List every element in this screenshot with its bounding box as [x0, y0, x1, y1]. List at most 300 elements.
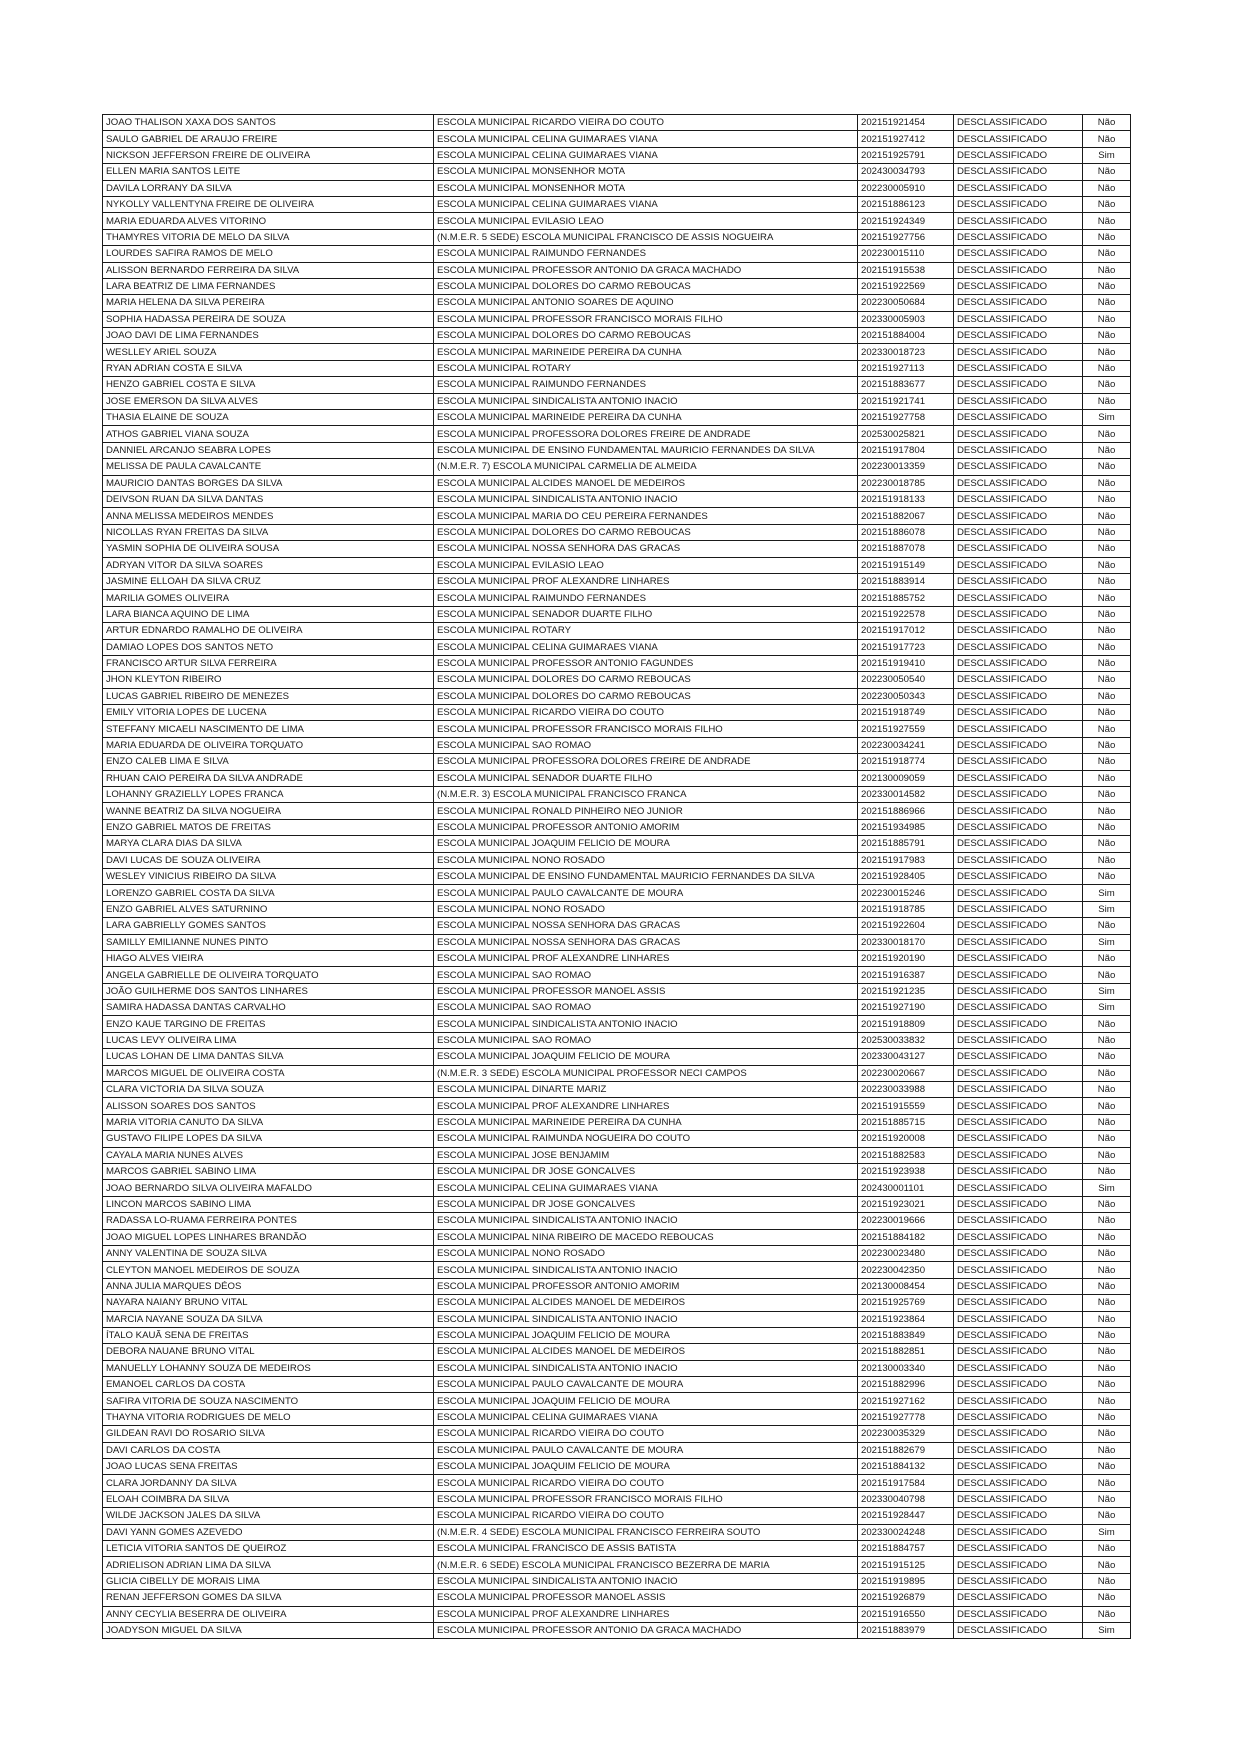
flag-cell: Não — [1083, 1229, 1131, 1245]
school-cell: ESCOLA MUNICIPAL RICARDO VIEIRA DO COUTO — [434, 1508, 858, 1524]
flag-cell: Não — [1083, 180, 1131, 196]
registration-id-cell: 202151918749 — [858, 705, 954, 721]
status-cell: DESCLASSIFICADO — [954, 180, 1083, 196]
table-row — [103, 655, 1131, 671]
table-row — [103, 1180, 1131, 1196]
flag-cell: Não — [1083, 721, 1131, 737]
school-cell: ESCOLA MUNICIPAL PROFESSOR FRANCISCO MORAIS FILHO — [434, 311, 858, 327]
student-name-cell: DANNIEL ARCANJO SEABRA LOPES — [103, 442, 434, 458]
school-cell: ESCOLA MUNICIPAL JOAQUIM FELICIO DE MOURA — [434, 1049, 858, 1065]
student-name-cell: THAMYRES VITORIA DE MELO DA SILVA — [103, 229, 434, 245]
registration-id-cell: 202151884004 — [858, 328, 954, 344]
flag-cell: Não — [1083, 1213, 1131, 1229]
table-row — [103, 229, 1131, 245]
student-name-cell: THAYNA VITORIA RODRIGUES DE MELO — [103, 1409, 434, 1425]
registration-id-cell: 202151886123 — [858, 196, 954, 212]
flag-cell: Não — [1083, 344, 1131, 360]
table-row — [103, 377, 1131, 393]
table-row — [103, 1065, 1131, 1081]
student-name-cell: DAVI LUCAS DE SOUZA OLIVEIRA — [103, 852, 434, 868]
table-row — [103, 1409, 1131, 1425]
school-cell: ESCOLA MUNICIPAL EVILASIO LEAO — [434, 557, 858, 573]
flag-cell: Sim — [1083, 885, 1131, 901]
school-cell: ESCOLA MUNICIPAL SAO ROMAO — [434, 967, 858, 983]
status-cell: DESCLASSIFICADO — [954, 1065, 1083, 1081]
flag-cell: Sim — [1083, 147, 1131, 163]
registration-id-cell: 202230023480 — [858, 1245, 954, 1261]
status-cell: DESCLASSIFICADO — [954, 819, 1083, 835]
table-row — [103, 1311, 1131, 1327]
student-name-cell: THASIA ELAINE DE SOUZA — [103, 410, 434, 426]
flag-cell: Não — [1083, 1409, 1131, 1425]
registration-id-cell: 202151917723 — [858, 639, 954, 655]
status-cell: DESCLASSIFICADO — [954, 1278, 1083, 1294]
student-name-cell: LARA GABRIELLY GOMES SANTOS — [103, 918, 434, 934]
student-name-cell: RENAN JEFFERSON GOMES DA SILVA — [103, 1590, 434, 1606]
school-cell: ESCOLA MUNICIPAL SINDICALISTA ANTONIO INACIO — [434, 1213, 858, 1229]
registration-id-cell: 202151917804 — [858, 442, 954, 458]
registration-id-cell: 202330005903 — [858, 311, 954, 327]
table-row — [103, 1622, 1131, 1638]
student-name-cell: JOAO BERNARDO SILVA OLIVEIRA MAFALDO — [103, 1180, 434, 1196]
flag-cell: Não — [1083, 754, 1131, 770]
registration-id-cell: 202151927778 — [858, 1409, 954, 1425]
student-name-cell: NAYARA NAIANY BRUNO VITAL — [103, 1295, 434, 1311]
table-row — [103, 1278, 1131, 1294]
school-cell: ESCOLA MUNICIPAL PROFESSORA DOLORES FREIRE DE ANDRADE — [434, 426, 858, 442]
flag-cell: Não — [1083, 1508, 1131, 1524]
flag-cell: Não — [1083, 1327, 1131, 1343]
table-row — [103, 131, 1131, 147]
registration-id-cell: 202151883677 — [858, 377, 954, 393]
school-cell: ESCOLA MUNICIPAL DOLORES DO CARMO REBOUCAS — [434, 328, 858, 344]
flag-cell: Não — [1083, 229, 1131, 245]
school-cell: ESCOLA MUNICIPAL MONSENHOR MOTA — [434, 180, 858, 196]
school-cell: ESCOLA MUNICIPAL CELINA GUIMARAES VIANA — [434, 1180, 858, 1196]
school-cell: ESCOLA MUNICIPAL MARINEIDE PEREIRA DA CUNHA — [434, 410, 858, 426]
student-name-cell: MARCOS GABRIEL SABINO LIMA — [103, 1164, 434, 1180]
flag-cell: Não — [1083, 459, 1131, 475]
registration-id-cell: 202151918785 — [858, 901, 954, 917]
status-cell: DESCLASSIFICADO — [954, 573, 1083, 589]
status-cell: DESCLASSIFICADO — [954, 868, 1083, 884]
table-row — [103, 1049, 1131, 1065]
table-row — [103, 1131, 1131, 1147]
table-row — [103, 573, 1131, 589]
status-cell: DESCLASSIFICADO — [954, 1311, 1083, 1327]
registration-id-cell: 202151922569 — [858, 278, 954, 294]
table-row — [103, 459, 1131, 475]
school-cell: ESCOLA MUNICIPAL PROFESSOR ANTONIO FAGUNDES — [434, 655, 858, 671]
registration-id-cell: 202151883979 — [858, 1622, 954, 1638]
school-cell: ESCOLA MUNICIPAL PROFESSOR FRANCISCO MORAIS FILHO — [434, 721, 858, 737]
status-cell: DESCLASSIFICADO — [954, 770, 1083, 786]
student-name-cell: GILDEAN RAVI DO ROSARIO SILVA — [103, 1426, 434, 1442]
status-cell: DESCLASSIFICADO — [954, 1540, 1083, 1556]
school-cell: ESCOLA MUNICIPAL PROF ALEXANDRE LINHARES — [434, 950, 858, 966]
school-cell: (N.M.E.R. 3) ESCOLA MUNICIPAL FRANCISCO FRANCA — [434, 787, 858, 803]
flag-cell: Não — [1083, 328, 1131, 344]
status-cell: DESCLASSIFICADO — [954, 950, 1083, 966]
table-row — [103, 803, 1131, 819]
registration-id-cell: 202151884132 — [858, 1459, 954, 1475]
registration-id-cell: 202151919895 — [858, 1573, 954, 1589]
registration-id-cell: 202151928447 — [858, 1508, 954, 1524]
status-cell: DESCLASSIFICADO — [954, 196, 1083, 212]
student-name-cell: MARCIA NAYANE SOUZA DA SILVA — [103, 1311, 434, 1327]
flag-cell: Não — [1083, 1295, 1131, 1311]
flag-cell: Não — [1083, 639, 1131, 655]
registration-id-cell: 202130008454 — [858, 1278, 954, 1294]
table-row — [103, 1213, 1131, 1229]
registration-id-cell: 202151882851 — [858, 1344, 954, 1360]
registration-id-cell: 202230015110 — [858, 246, 954, 262]
table-row — [103, 787, 1131, 803]
table-row — [103, 1475, 1131, 1491]
school-cell: ESCOLA MUNICIPAL DOLORES DO CARMO REBOUCAS — [434, 278, 858, 294]
student-name-cell: ANGELA GABRIELLE DE OLIVEIRA TORQUATO — [103, 967, 434, 983]
status-cell: DESCLASSIFICADO — [954, 1295, 1083, 1311]
table-row — [103, 852, 1131, 868]
table-row — [103, 1016, 1131, 1032]
status-cell: DESCLASSIFICADO — [954, 1377, 1083, 1393]
flag-cell: Não — [1083, 655, 1131, 671]
table-row — [103, 918, 1131, 934]
student-name-cell: ATHOS GABRIEL VIANA SOUZA — [103, 426, 434, 442]
registration-id-cell: 202230050684 — [858, 295, 954, 311]
status-cell: DESCLASSIFICADO — [954, 1327, 1083, 1343]
flag-cell: Não — [1083, 1540, 1131, 1556]
table-row — [103, 278, 1131, 294]
school-cell: ESCOLA MUNICIPAL MARIA DO CEU PEREIRA FERNANDES — [434, 508, 858, 524]
flag-cell: Não — [1083, 262, 1131, 278]
status-cell: DESCLASSIFICADO — [954, 1180, 1083, 1196]
status-cell: DESCLASSIFICADO — [954, 1442, 1083, 1458]
table-row — [103, 328, 1131, 344]
school-cell: ESCOLA MUNICIPAL JOAQUIM FELICIO DE MOURA — [434, 1327, 858, 1343]
student-name-cell: ALISSON BERNARDO FERREIRA DA SILVA — [103, 262, 434, 278]
school-cell: ESCOLA MUNICIPAL RICARDO VIEIRA DO COUTO — [434, 705, 858, 721]
flag-cell: Não — [1083, 590, 1131, 606]
table-row — [103, 311, 1131, 327]
student-name-cell: ELLEN MARIA SANTOS LEITE — [103, 164, 434, 180]
flag-cell: Não — [1083, 1147, 1131, 1163]
school-cell: ESCOLA MUNICIPAL CELINA GUIMARAES VIANA — [434, 1409, 858, 1425]
school-cell: ESCOLA MUNICIPAL RICARDO VIEIRA DO COUTO — [434, 1475, 858, 1491]
registration-id-cell: 202230050343 — [858, 688, 954, 704]
table-row — [103, 115, 1131, 131]
school-cell: ESCOLA MUNICIPAL CELINA GUIMARAES VIANA — [434, 147, 858, 163]
registration-id-cell: 202230015246 — [858, 885, 954, 901]
student-name-cell: JOAO LUCAS SENA FREITAS — [103, 1459, 434, 1475]
flag-cell: Não — [1083, 311, 1131, 327]
registration-id-cell: 202151884757 — [858, 1540, 954, 1556]
table-row — [103, 262, 1131, 278]
school-cell: ESCOLA MUNICIPAL RICARDO VIEIRA DO COUTO — [434, 1426, 858, 1442]
status-cell: DESCLASSIFICADO — [954, 1213, 1083, 1229]
registration-id-cell: 202330040798 — [858, 1491, 954, 1507]
school-cell: (N.M.E.R. 4 SEDE) ESCOLA MUNICIPAL FRANCISCO FERREIRA SOUTO — [434, 1524, 858, 1540]
status-cell: DESCLASSIFICADO — [954, 557, 1083, 573]
registration-id-cell: 202230020667 — [858, 1065, 954, 1081]
table-row — [103, 180, 1131, 196]
school-cell: ESCOLA MUNICIPAL ALCIDES MANOEL DE MEDEIROS — [434, 1344, 858, 1360]
school-cell: ESCOLA MUNICIPAL PAULO CAVALCANTE DE MOURA — [434, 1442, 858, 1458]
student-name-cell: MARIA EDUARDA ALVES VITORINO — [103, 213, 434, 229]
registration-id-cell: 202330043127 — [858, 1049, 954, 1065]
status-cell: DESCLASSIFICADO — [954, 344, 1083, 360]
student-name-cell: NICKSON JEFFERSON FREIRE DE OLIVEIRA — [103, 147, 434, 163]
registration-id-cell: 202151887078 — [858, 541, 954, 557]
flag-cell: Não — [1083, 1065, 1131, 1081]
student-name-cell: ÍTALO KAUÃ SENA DE FREITAS — [103, 1327, 434, 1343]
school-cell: ESCOLA MUNICIPAL PAULO CAVALCANTE DE MOURA — [434, 1377, 858, 1393]
flag-cell: Não — [1083, 377, 1131, 393]
flag-cell: Sim — [1083, 1622, 1131, 1638]
flag-cell: Não — [1083, 1016, 1131, 1032]
flag-cell: Não — [1083, 541, 1131, 557]
table-row — [103, 246, 1131, 262]
registration-id-cell: 202151882679 — [858, 1442, 954, 1458]
student-name-cell: LOHANNY GRAZIELLY LOPES FRANCA — [103, 787, 434, 803]
flag-cell: Não — [1083, 918, 1131, 934]
school-cell: ESCOLA MUNICIPAL NOSSA SENHORA DAS GRACAS — [434, 541, 858, 557]
school-cell: ESCOLA MUNICIPAL JOAQUIM FELICIO DE MOURA — [434, 836, 858, 852]
school-cell: ESCOLA MUNICIPAL RAIMUNDO FERNANDES — [434, 590, 858, 606]
student-name-cell: WILDE JACKSON JALES DA SILVA — [103, 1508, 434, 1524]
student-name-cell: CAYALA MARIA NUNES ALVES — [103, 1147, 434, 1163]
table-row — [103, 524, 1131, 540]
flag-cell: Não — [1083, 246, 1131, 262]
table-row — [103, 1114, 1131, 1130]
school-cell: ESCOLA MUNICIPAL SAO ROMAO — [434, 1032, 858, 1048]
registration-id-cell: 202151917983 — [858, 852, 954, 868]
registration-id-cell: 202151926879 — [858, 1590, 954, 1606]
status-cell: DESCLASSIFICADO — [954, 442, 1083, 458]
student-name-cell: GLICIA CIBELLY DE MORAIS LIMA — [103, 1573, 434, 1589]
registration-id-cell: 202230019666 — [858, 1213, 954, 1229]
school-cell: ESCOLA MUNICIPAL PROFESSOR ANTONIO AMORIM — [434, 819, 858, 835]
flag-cell: Não — [1083, 1475, 1131, 1491]
school-cell: (N.M.E.R. 5 SEDE) ESCOLA MUNICIPAL FRANCISCO DE ASSIS NOGUEIRA — [434, 229, 858, 245]
table-row — [103, 1164, 1131, 1180]
student-name-cell: DAVI CARLOS DA COSTA — [103, 1442, 434, 1458]
status-cell: DESCLASSIFICADO — [954, 606, 1083, 622]
registration-id-cell: 202151922578 — [858, 606, 954, 622]
table-row — [103, 1360, 1131, 1376]
table-row — [103, 623, 1131, 639]
student-name-cell: MARYA CLARA DIAS DA SILVA — [103, 836, 434, 852]
school-cell: ESCOLA MUNICIPAL NONO ROSADO — [434, 852, 858, 868]
status-cell: DESCLASSIFICADO — [954, 213, 1083, 229]
table-row — [103, 1426, 1131, 1442]
status-cell: DESCLASSIFICADO — [954, 754, 1083, 770]
status-cell: DESCLASSIFICADO — [954, 541, 1083, 557]
registration-id-cell: 202151917012 — [858, 623, 954, 639]
table-row — [103, 1262, 1131, 1278]
registration-id-cell: 202151927113 — [858, 360, 954, 376]
status-cell: DESCLASSIFICADO — [954, 672, 1083, 688]
school-cell: ESCOLA MUNICIPAL PROF ALEXANDRE LINHARES — [434, 1606, 858, 1622]
table-row — [103, 541, 1131, 557]
status-cell: DESCLASSIFICADO — [954, 836, 1083, 852]
flag-cell: Não — [1083, 131, 1131, 147]
flag-cell: Não — [1083, 360, 1131, 376]
flag-cell: Não — [1083, 1459, 1131, 1475]
flag-cell: Sim — [1083, 901, 1131, 917]
student-name-cell: GUSTAVO FILIPE LOPES DA SILVA — [103, 1131, 434, 1147]
registration-id-cell: 202530025821 — [858, 426, 954, 442]
flag-cell: Não — [1083, 623, 1131, 639]
student-name-cell: RYAN ADRIAN COSTA E SILVA — [103, 360, 434, 376]
school-cell: ESCOLA MUNICIPAL FRANCISCO DE ASSIS BATISTA — [434, 1540, 858, 1556]
registration-id-cell: 202151915125 — [858, 1557, 954, 1573]
student-name-cell: MARCOS MIGUEL DE OLIVEIRA COSTA — [103, 1065, 434, 1081]
table-row — [103, 885, 1131, 901]
school-cell: ESCOLA MUNICIPAL ROTARY — [434, 623, 858, 639]
registration-id-cell: 202151922604 — [858, 918, 954, 934]
school-cell: ESCOLA MUNICIPAL NOSSA SENHORA DAS GRACAS — [434, 918, 858, 934]
status-cell: DESCLASSIFICADO — [954, 1196, 1083, 1212]
document-page — [102, 114, 1131, 1639]
flag-cell: Não — [1083, 1606, 1131, 1622]
school-cell: ESCOLA MUNICIPAL RAIMUNDO FERNANDES — [434, 246, 858, 262]
status-cell: DESCLASSIFICADO — [954, 1557, 1083, 1573]
table-row — [103, 442, 1131, 458]
flag-cell: Não — [1083, 1393, 1131, 1409]
table-row — [103, 475, 1131, 491]
status-cell: DESCLASSIFICADO — [954, 590, 1083, 606]
flag-cell: Não — [1083, 1377, 1131, 1393]
table-row — [103, 557, 1131, 573]
status-cell: DESCLASSIFICADO — [954, 164, 1083, 180]
table-row — [103, 590, 1131, 606]
flag-cell: Não — [1083, 1491, 1131, 1507]
school-cell: ESCOLA MUNICIPAL RONALD PINHEIRO NEO JUNIOR — [434, 803, 858, 819]
school-cell: ESCOLA MUNICIPAL DE ENSINO FUNDAMENTAL MAURICIO FERNANDES DA SILVA — [434, 868, 858, 884]
registration-id-cell: 202230042350 — [858, 1262, 954, 1278]
school-cell: ESCOLA MUNICIPAL DR JOSE GONCALVES — [434, 1164, 858, 1180]
flag-cell: Não — [1083, 1278, 1131, 1294]
status-cell: DESCLASSIFICADO — [954, 1459, 1083, 1475]
school-cell: ESCOLA MUNICIPAL RAIMUNDA NOGUEIRA DO COUTO — [434, 1131, 858, 1147]
student-name-cell: MARILIA GOMES OLIVEIRA — [103, 590, 434, 606]
registration-id-cell: 202151927756 — [858, 229, 954, 245]
student-name-cell: DAMIAO LOPES DOS SANTOS NETO — [103, 639, 434, 655]
flag-cell: Não — [1083, 442, 1131, 458]
table-row — [103, 360, 1131, 376]
student-name-cell: SAULO GABRIEL DE ARAUJO FREIRE — [103, 131, 434, 147]
status-cell: DESCLASSIFICADO — [954, 131, 1083, 147]
table-row — [103, 1377, 1131, 1393]
student-name-cell: YASMIN SOPHIA DE OLIVEIRA SOUSA — [103, 541, 434, 557]
student-name-cell: MARIA EDUARDA DE OLIVEIRA TORQUATO — [103, 737, 434, 753]
status-cell: DESCLASSIFICADO — [954, 1606, 1083, 1622]
student-name-cell: WANNE BEATRIZ DA SILVA NOGUEIRA — [103, 803, 434, 819]
student-name-cell: LORENZO GABRIEL COSTA DA SILVA — [103, 885, 434, 901]
flag-cell: Não — [1083, 1114, 1131, 1130]
flag-cell: Não — [1083, 524, 1131, 540]
school-cell: ESCOLA MUNICIPAL MONSENHOR MOTA — [434, 164, 858, 180]
status-cell: DESCLASSIFICADO — [954, 1049, 1083, 1065]
student-name-cell: RADASSA LO-RUAMA FERREIRA PONTES — [103, 1213, 434, 1229]
student-name-cell: DAVILA LORRANY DA SILVA — [103, 180, 434, 196]
school-cell: (N.M.E.R. 7) ESCOLA MUNICIPAL CARMELIA DE ALMEIDA — [434, 459, 858, 475]
table-row — [103, 213, 1131, 229]
registration-id-cell: 202151921454 — [858, 115, 954, 131]
student-name-cell: LOURDES SAFIRA RAMOS DE MELO — [103, 246, 434, 262]
table-row — [103, 196, 1131, 212]
student-name-cell: LUCAS LOHAN DE LIMA DANTAS SILVA — [103, 1049, 434, 1065]
flag-cell: Não — [1083, 1049, 1131, 1065]
student-name-cell: ENZO KAUE TARGINO DE FREITAS — [103, 1016, 434, 1032]
registration-id-cell: 202151925769 — [858, 1295, 954, 1311]
registration-id-cell: 202230034241 — [858, 737, 954, 753]
status-cell: DESCLASSIFICADO — [954, 623, 1083, 639]
student-name-cell: MARIA HELENA DA SILVA PEREIRA — [103, 295, 434, 311]
status-cell: DESCLASSIFICADO — [954, 1016, 1083, 1032]
registration-id-cell: 202151918774 — [858, 754, 954, 770]
student-name-cell: CLARA VICTORIA DA SILVA SOUZA — [103, 1082, 434, 1098]
flag-cell: Não — [1083, 475, 1131, 491]
student-name-cell: HENZO GABRIEL COSTA E SILVA — [103, 377, 434, 393]
registration-id-cell: 202230035329 — [858, 1426, 954, 1442]
table-row — [103, 1606, 1131, 1622]
table-row — [103, 1196, 1131, 1212]
student-name-cell: JOÃO GUILHERME DOS SANTOS LINHARES — [103, 983, 434, 999]
school-cell: ESCOLA MUNICIPAL PROFESSORA DOLORES FREIRE DE ANDRADE — [434, 754, 858, 770]
registration-id-cell: 202151927412 — [858, 131, 954, 147]
school-cell: ESCOLA MUNICIPAL DOLORES DO CARMO REBOUCAS — [434, 524, 858, 540]
status-cell: DESCLASSIFICADO — [954, 328, 1083, 344]
student-name-cell: ENZO GABRIEL ALVES SATURNINO — [103, 901, 434, 917]
student-name-cell: SAFIRA VITORIA DE SOUZA NASCIMENTO — [103, 1393, 434, 1409]
flag-cell: Não — [1083, 672, 1131, 688]
flag-cell: Não — [1083, 1082, 1131, 1098]
school-cell: ESCOLA MUNICIPAL DR JOSE GONCALVES — [434, 1196, 858, 1212]
status-cell: DESCLASSIFICADO — [954, 393, 1083, 409]
school-cell: ESCOLA MUNICIPAL JOAQUIM FELICIO DE MOURA — [434, 1393, 858, 1409]
status-cell: DESCLASSIFICADO — [954, 737, 1083, 753]
school-cell: ESCOLA MUNICIPAL PAULO CAVALCANTE DE MOURA — [434, 885, 858, 901]
flag-cell: Não — [1083, 770, 1131, 786]
table-row — [103, 344, 1131, 360]
flag-cell: Não — [1083, 803, 1131, 819]
table-row — [103, 836, 1131, 852]
school-cell: ESCOLA MUNICIPAL JOAQUIM FELICIO DE MOURA — [434, 1459, 858, 1475]
school-cell: ESCOLA MUNICIPAL NONO ROSADO — [434, 901, 858, 917]
status-cell: DESCLASSIFICADO — [954, 1262, 1083, 1278]
registration-id-cell: 202130003340 — [858, 1360, 954, 1376]
school-cell: ESCOLA MUNICIPAL SINDICALISTA ANTONIO INACIO — [434, 1360, 858, 1376]
status-cell: DESCLASSIFICADO — [954, 262, 1083, 278]
student-name-cell: LARA BEATRIZ DE LIMA FERNANDES — [103, 278, 434, 294]
student-name-cell: ANNA MELISSA MEDEIROS MENDES — [103, 508, 434, 524]
status-cell: DESCLASSIFICADO — [954, 1000, 1083, 1016]
registration-id-cell: 202151883849 — [858, 1327, 954, 1343]
school-cell: ESCOLA MUNICIPAL NONO ROSADO — [434, 1245, 858, 1261]
registration-id-cell: 202151924349 — [858, 213, 954, 229]
flag-cell: Não — [1083, 868, 1131, 884]
flag-cell: Não — [1083, 278, 1131, 294]
registration-id-cell: 202330018170 — [858, 934, 954, 950]
school-cell: ESCOLA MUNICIPAL MARINEIDE PEREIRA DA CUNHA — [434, 344, 858, 360]
student-name-cell: ADRYAN VITOR DA SILVA SOARES — [103, 557, 434, 573]
school-cell: ESCOLA MUNICIPAL DOLORES DO CARMO REBOUCAS — [434, 672, 858, 688]
table-row — [103, 983, 1131, 999]
registration-id-cell: 202151882067 — [858, 508, 954, 524]
table-row — [103, 393, 1131, 409]
